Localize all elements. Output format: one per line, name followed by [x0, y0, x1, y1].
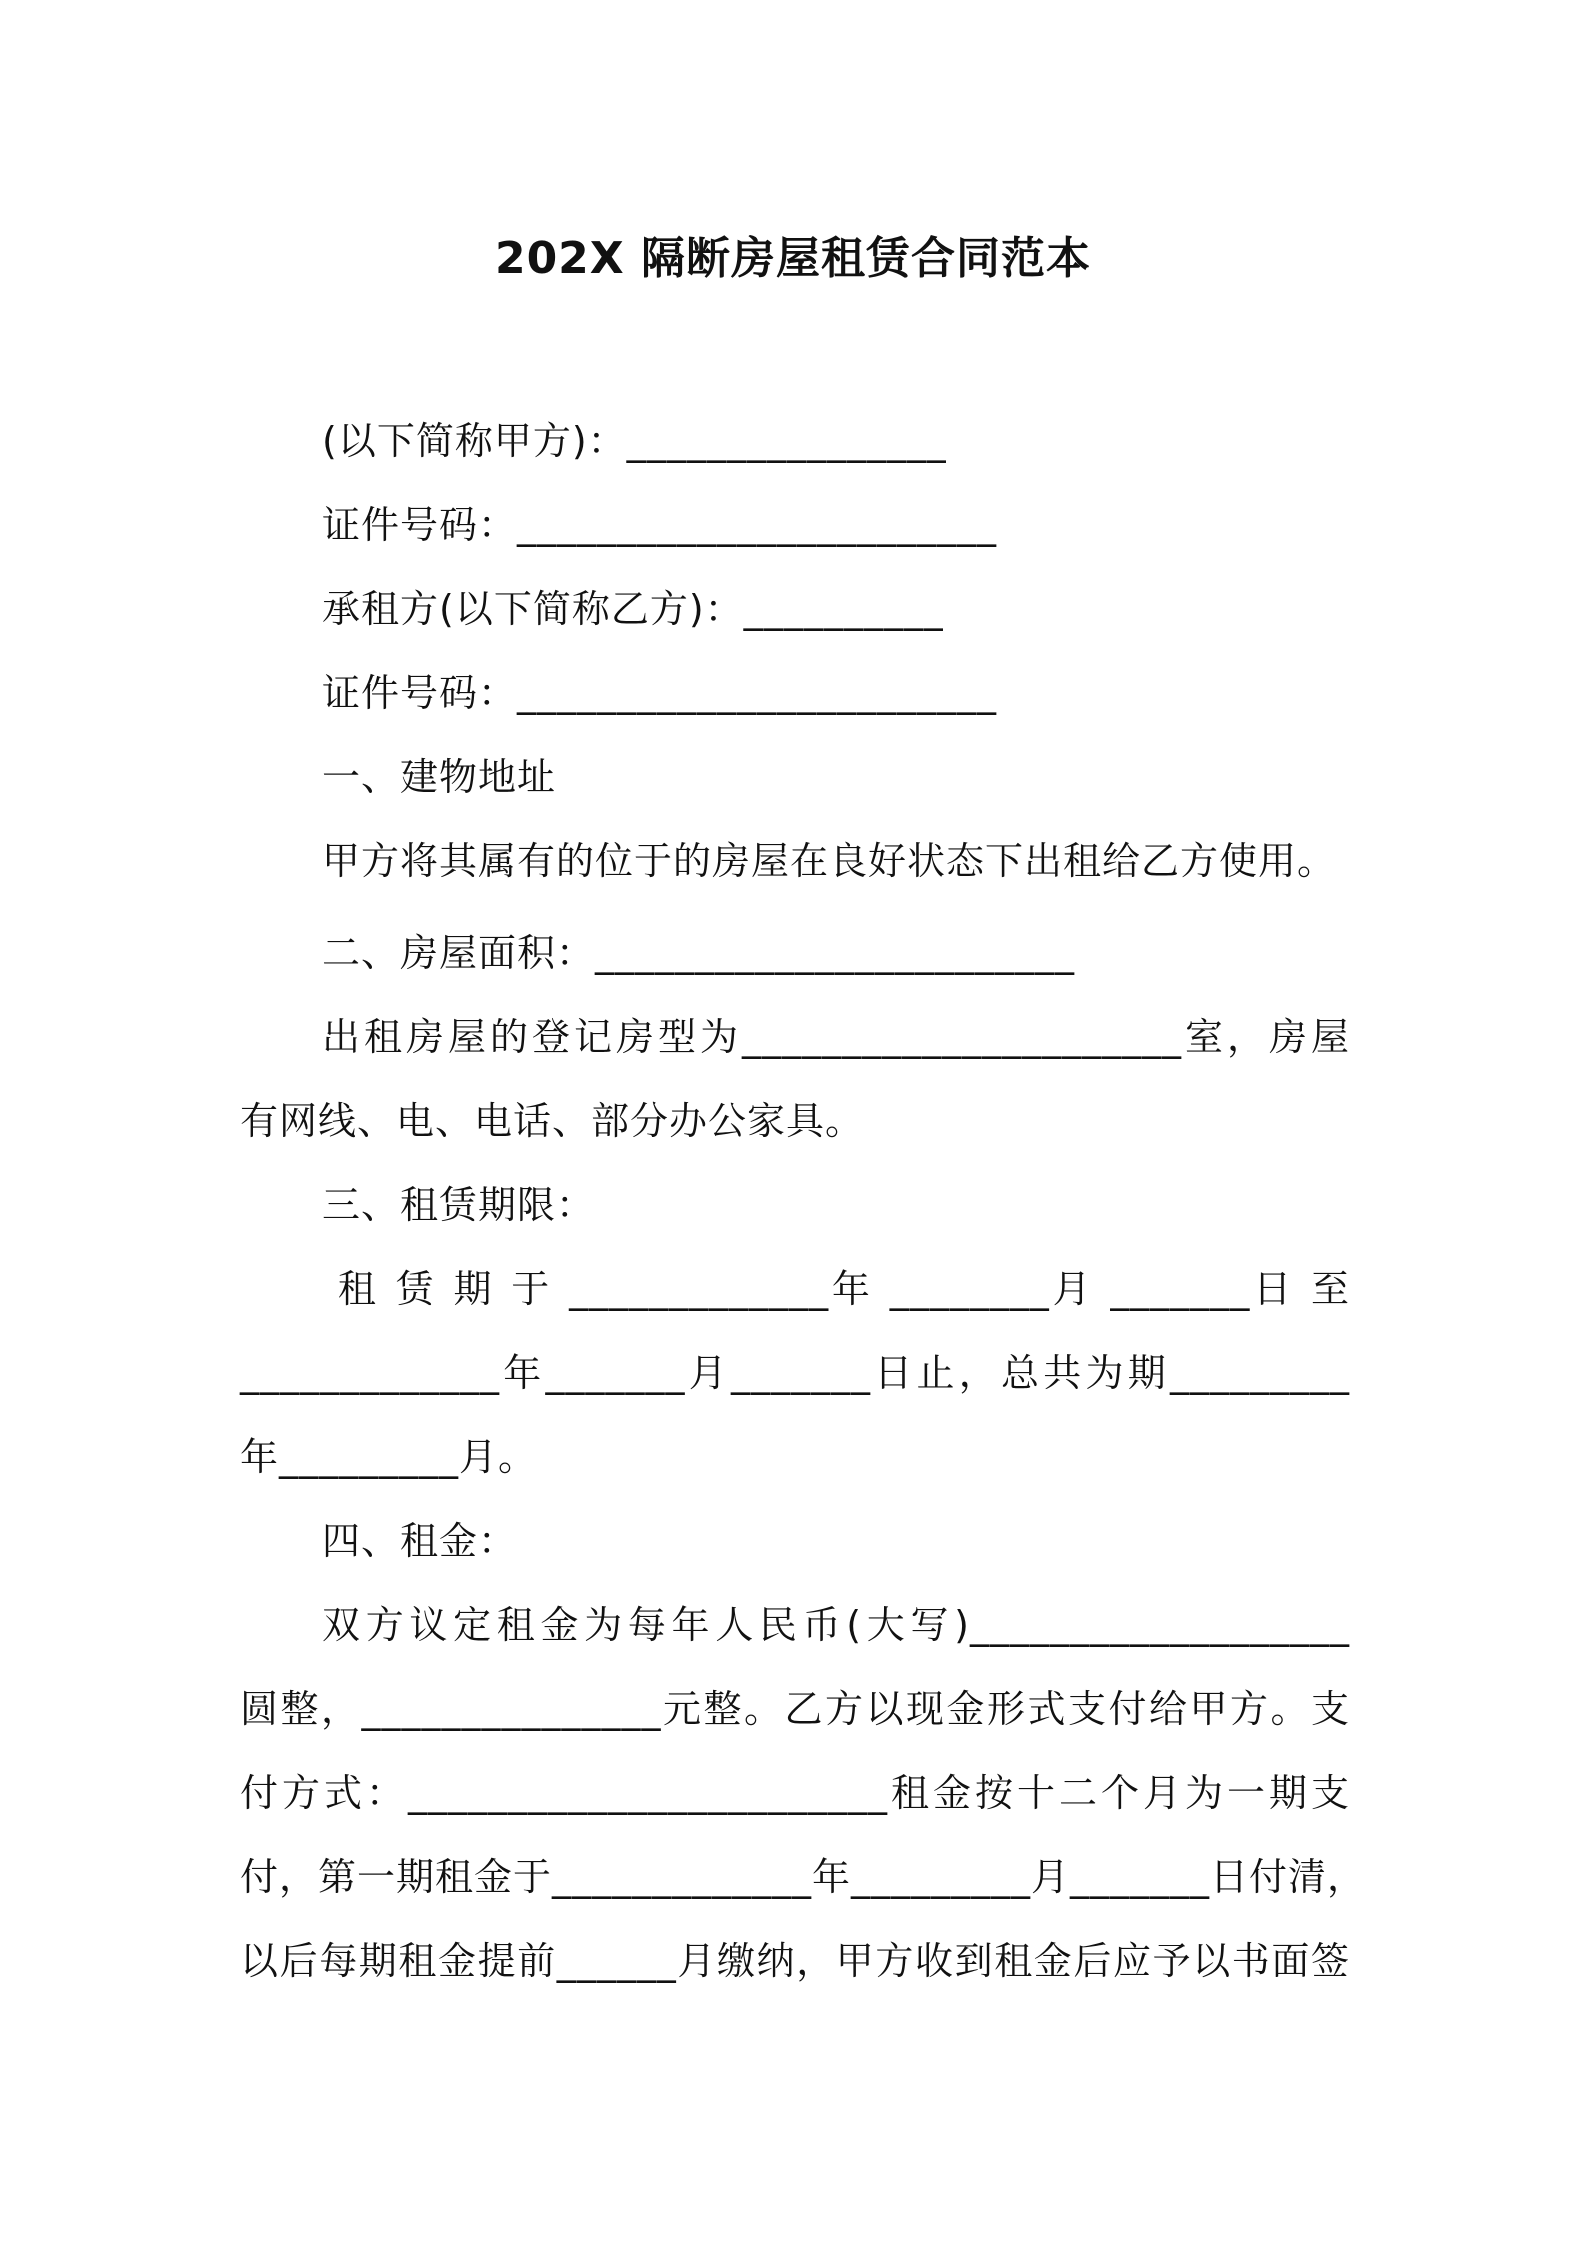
area-paragraph-line-2: 有网线、电、电话、部分办公家具。: [240, 1099, 865, 1143]
address-paragraph: 甲方将其属有的位于的房屋在良好状态下出租给乙方使用。: [322, 839, 1337, 883]
section-heading-area: 二、房屋面积：________________________: [322, 931, 1076, 975]
section-heading-term: 三、租赁期限：: [322, 1183, 596, 1227]
area-paragraph-line-1: 出租房屋的登记房型为______________________室，房屋: [322, 1015, 1350, 1059]
rent-paragraph-line-5: 以后每期租金提前______月缴纳，甲方收到租金后应予以书面签: [240, 1939, 1350, 1983]
term-paragraph-line-2: _____________年_______月_______日止，总共为期_________: [240, 1351, 1350, 1395]
party-a-id-line: 证件号码：________________________: [322, 503, 998, 547]
party-b-id-line: 证件号码：________________________: [322, 671, 998, 715]
rent-paragraph-line-1: 双方议定租金为每年人民币(大写)___________________: [322, 1603, 1350, 1647]
rent-paragraph-line-3: 付方式：________________________租金按十二个月为一期支: [240, 1771, 1350, 1815]
term-paragraph-line-1: 租 赁 期 于 _____________年 ________月 _______日 至: [322, 1267, 1350, 1311]
party-b-line: 承租方(以下简称乙方)：__________: [322, 587, 944, 631]
document-title: 202X 隔断房屋租赁合同范本: [494, 233, 1092, 284]
section-heading-rent: 四、租金：: [322, 1519, 518, 1563]
term-paragraph-line-3: 年_________月。: [240, 1435, 538, 1479]
party-a-line: (以下简称甲方)：________________: [322, 419, 947, 463]
section-heading-address: 一、建物地址: [322, 755, 557, 799]
rent-paragraph-line-2: 圆整，_______________元整。乙方以现金形式支付给甲方。支: [240, 1687, 1350, 1731]
rent-paragraph-line-4: 付，第一期租金于_____________年_________月_______日付清，: [240, 1855, 1367, 1899]
